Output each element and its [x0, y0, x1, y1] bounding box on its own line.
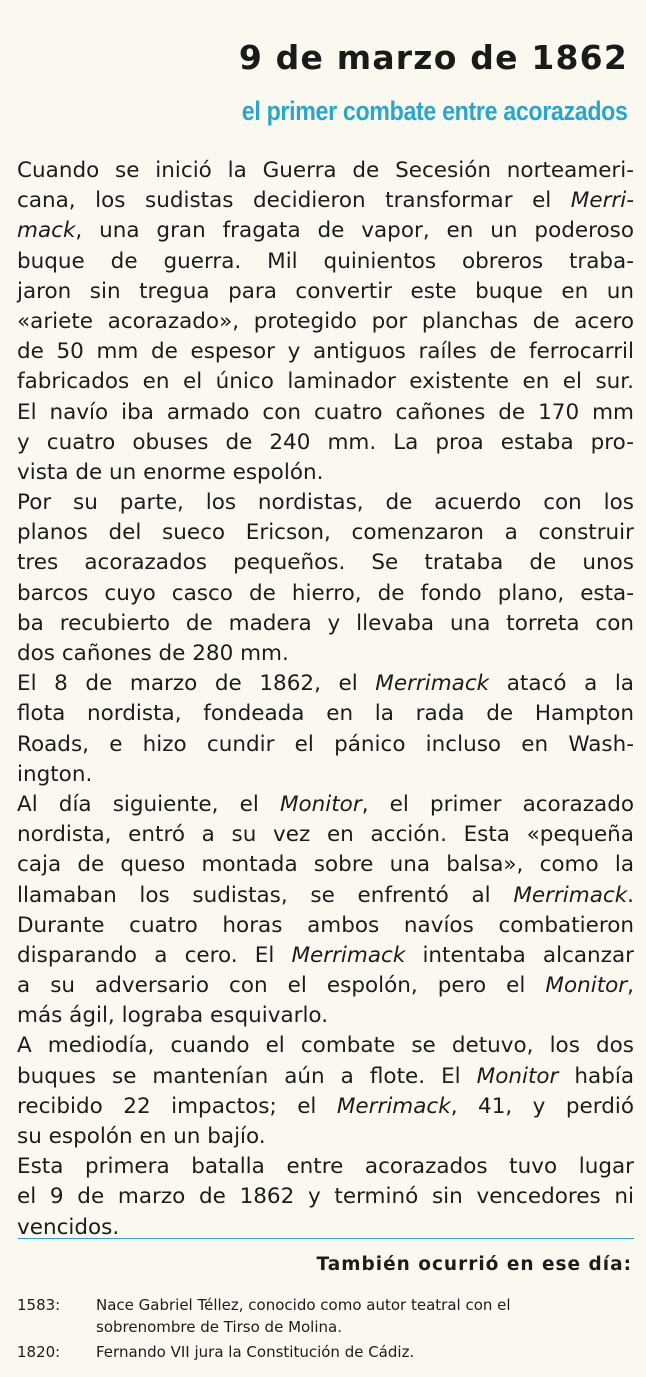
event-year: 1583:: [17, 1296, 61, 1314]
event-text-line: Nace Gabriel Téllez, conocido como autor teatral con el: [96, 1296, 511, 1314]
body-line: buque de guerra. Mil quinientos obreros traba-: [17, 248, 634, 274]
event-item: [17, 1341, 637, 1363]
body-line: nordista, entró a su vez en acción. Esta «pequeña: [17, 822, 634, 848]
body-line: Por su parte, los nordistas, de acuerdo con los: [17, 490, 634, 516]
event-text-line: Fernando VII jura la Constitución de Cádiz.: [96, 1343, 415, 1361]
body-line: vista de un enorme espolón.: [17, 459, 324, 485]
body-line: el 9 de marzo de 1862 y terminó sin vencedores ni: [17, 1184, 634, 1210]
body-line: El 8 de marzo de 1862, el Merrimack atacó a la: [17, 671, 634, 697]
body-line: recibido 22 impactos; el Merrimack, 41, y perdió: [17, 1093, 634, 1119]
body-line: y cuatro obuses de 240 mm. La proa estaba pro-: [17, 429, 634, 455]
body-line: de 50 mm de espesor y antiguos raíles de ferrocarril: [17, 339, 634, 365]
event-text-line: sobrenombre de Tirso de Molina.: [96, 1318, 342, 1336]
body-line: ington.: [17, 761, 93, 787]
body-line: Esta primera batalla entre acorazados tuvo lugar: [17, 1154, 634, 1180]
body-line: su espolón en un bajío.: [17, 1124, 266, 1149]
also-heading: También ocurrió en ese día:: [316, 1254, 632, 1275]
page-subtitle: el primer combate entre acorazados: [242, 96, 628, 126]
body-line: planos del sueco Ericson, comenzaron a construir: [17, 520, 634, 546]
event-text: [96, 1294, 637, 1338]
body-line: El navío iba armado con cuatro cañones de 170 mm: [17, 399, 634, 425]
body-line: «ariete acorazado», protegido por planchas de acero: [17, 308, 634, 334]
body-line: llamaban los sudistas, se enfrentó al Merrimack.: [17, 882, 634, 908]
body-line: tres acorazados pequeños. Se trataba de unos: [17, 550, 634, 576]
body-line: fabricados en el único laminador existente en el sur.: [17, 369, 634, 395]
body-line: dos cañones de 280 mm.: [17, 641, 289, 666]
body-line: Al día siguiente, el Monitor, el primer acorazado: [17, 791, 634, 817]
body-line: A mediodía, cuando el combate se detuvo, los dos: [17, 1033, 634, 1059]
body-line: más ágil, lograba esquivarlo.: [17, 1003, 329, 1029]
body-line: Durante cuatro horas ambos navíos combatieron: [17, 912, 634, 938]
body-line: buques se mantenían aún a flote. El Monitor había: [17, 1063, 634, 1089]
section-divider: [18, 1238, 634, 1239]
body-line: ba recubierto de madera y llevaba una torreta con: [17, 610, 634, 636]
events-list: [17, 1294, 637, 1366]
article-body: [17, 156, 634, 1243]
body-line: a su adversario con el espolón, pero el Monitor,: [17, 973, 634, 999]
body-line: Cuando se inició la Guerra de Secesión norteameri-: [17, 158, 634, 183]
body-line: barcos cuyo casco de hierro, de fondo plano, esta-: [17, 580, 634, 606]
body-line: caja de queso montada sobre una balsa», como la: [17, 852, 634, 878]
event-text: [96, 1341, 637, 1363]
event-year: 1820:: [17, 1343, 61, 1361]
event-item: [17, 1294, 637, 1338]
body-line: mack, una gran fragata de vapor, en un poderoso: [17, 218, 634, 244]
body-line: cana, los sudistas decidieron transformar el Merri-: [17, 188, 634, 214]
body-line: flota nordista, fondeada en la rada de Hampton: [17, 701, 634, 727]
body-line: vencidos.: [17, 1214, 120, 1240]
body-line: disparando a cero. El Merrimack intentaba alcanzar: [17, 942, 634, 968]
page-title: 9 de marzo de 1862: [238, 38, 628, 77]
body-line: Roads, e hizo cundir el pánico incluso en Wash-: [17, 731, 634, 757]
body-line: jaron sin tregua para convertir este buque en un: [17, 278, 634, 304]
